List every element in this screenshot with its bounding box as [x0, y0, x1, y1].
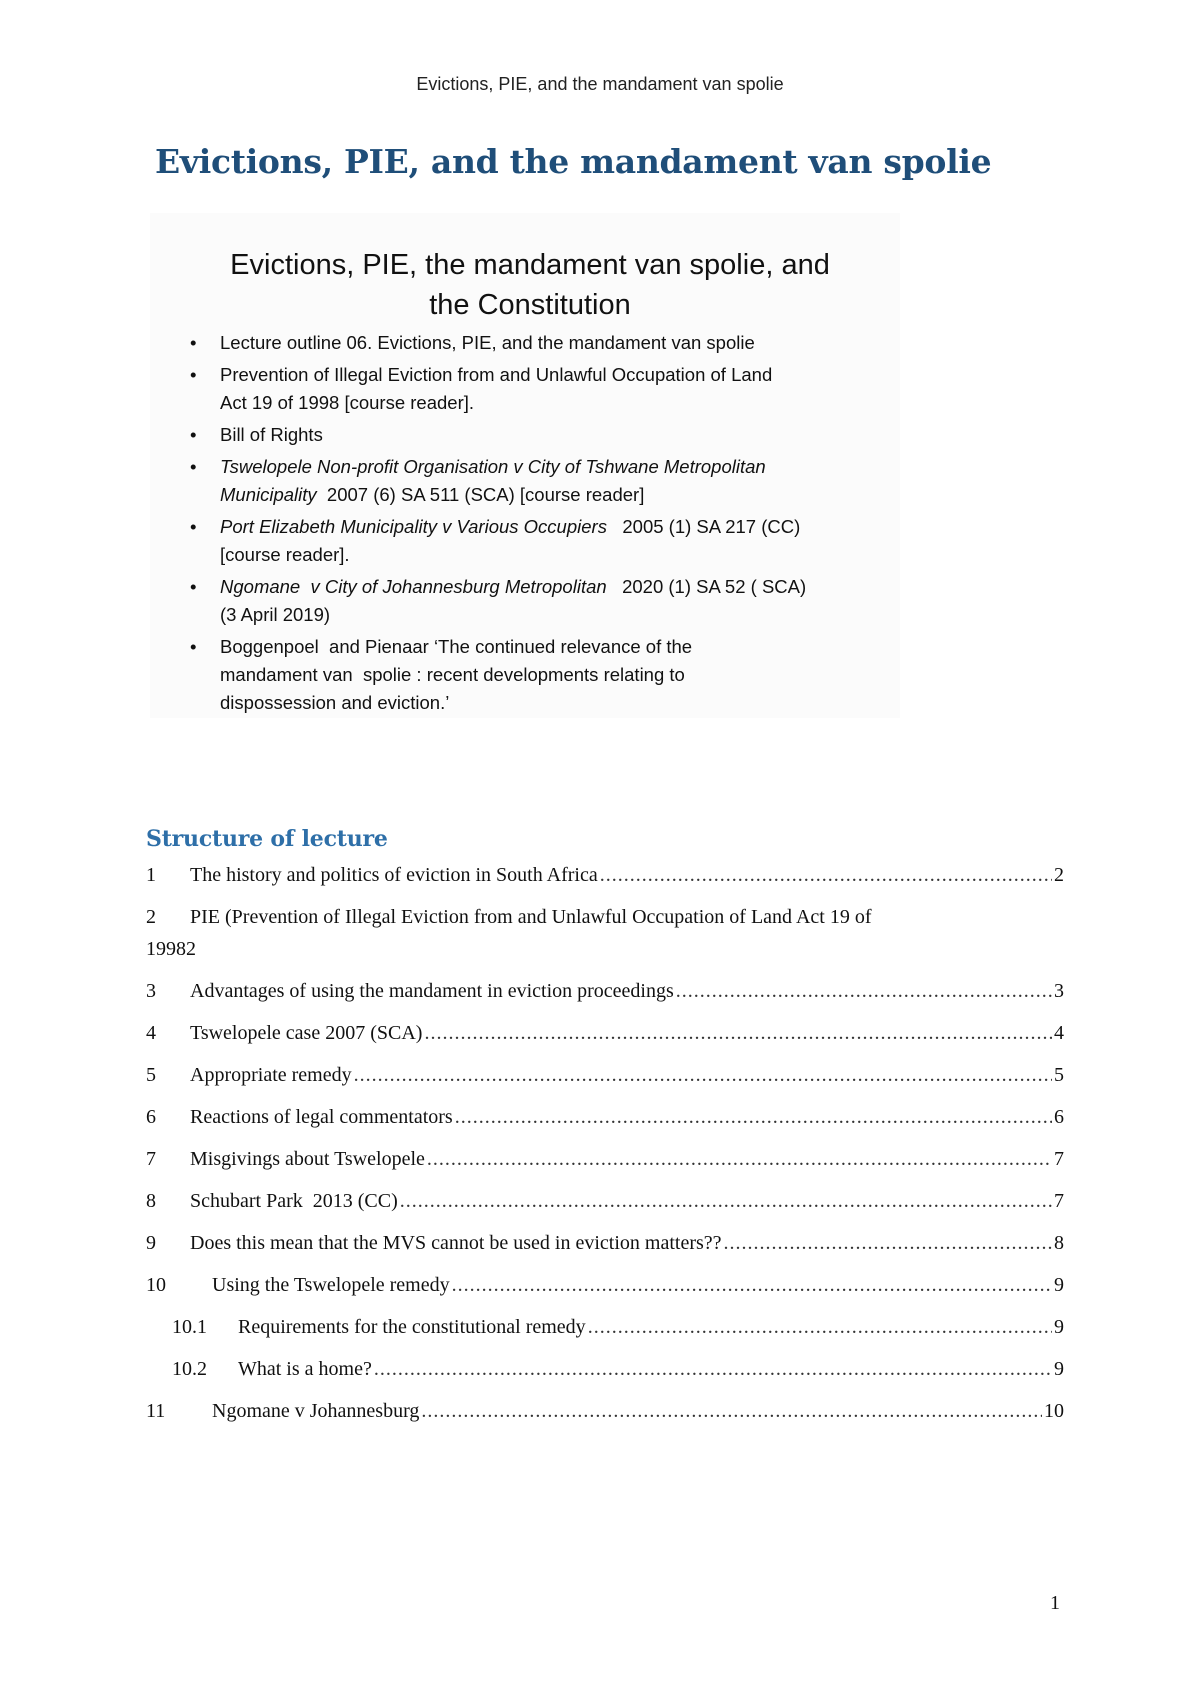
bullet-icon: •	[190, 576, 197, 597]
toc-entry[interactable]: 8 Schubart Park 2013 (CC) ..... 7	[146, 1188, 1064, 1214]
slide-bullet: • Lecture outline 06. Evictions, PIE, and the mandament van spolie	[190, 329, 860, 357]
toc-entry[interactable]: 11 Ngomane v Johannesburg ..... 10	[146, 1398, 1064, 1424]
bullet-icon: •	[190, 516, 197, 537]
bullet-icon: •	[190, 456, 197, 477]
slide-bullet: • Port Elizabeth Municipality v Various Occupiers 2005 (1) SA 217 (CC) [course reader].	[190, 513, 860, 569]
document-title: Evictions, PIE, and the mandament van spolie	[155, 142, 992, 181]
slide-bullet: • Bill of Rights	[190, 421, 860, 449]
lecture-slide-image	[150, 213, 900, 718]
toc-entry[interactable]: 10 Using the Tswelopele remedy ..... 9	[146, 1272, 1064, 1298]
toc-entry[interactable]: 10.2 What is a home? ..... 9	[172, 1356, 1064, 1382]
toc-heading: Structure of lecture	[146, 826, 388, 852]
toc-entry[interactable]: 9 Does this mean that the MVS cannot be used in eviction matters?? ..... 8	[146, 1230, 1064, 1256]
slide-bullet: • Prevention of Illegal Eviction from and Unlawful Occupation of Land Act 19 of 1998 [course reader].	[190, 361, 860, 417]
bullet-icon: •	[190, 332, 197, 353]
slide-title	[150, 213, 900, 325]
page-number: 1	[1050, 1592, 1060, 1614]
slide-bullet: • Tswelopele Non-profit Organisation v City of Tshwane Metropolitan Municipality 2007 (6) SA 511 (SCA) [course reader]	[190, 453, 860, 509]
toc-entry[interactable]: 10.1 Requirements for the constitutional remedy ..... 9	[172, 1314, 1064, 1340]
slide-title-line-2: the Constitution	[429, 289, 631, 321]
toc-entry[interactable]: 5 Appropriate remedy ..... 5	[146, 1062, 1064, 1088]
slide-bullet: • Ngomane v City of Johannesburg Metropolitan 2020 (1) SA 52 ( SCA) (3 April 2019)	[190, 573, 860, 629]
bullet-icon: •	[190, 424, 197, 445]
toc-entry[interactable]: 2 PIE (Prevention of Illegal Eviction from and Unlawful Occupation of Land Act 19 of 1998 2	[146, 906, 872, 960]
bullet-icon: •	[190, 364, 197, 385]
toc-entry[interactable]: 6 Reactions of legal commentators ..... 6	[146, 1104, 1064, 1130]
toc-entry[interactable]: 1 The history and politics of eviction in South Africa ..... 2	[146, 862, 1064, 888]
running-header: Evictions, PIE, and the mandament van spolie	[416, 74, 784, 94]
toc-entry[interactable]: 4 Tswelopele case 2007 (SCA) ..... 4	[146, 1020, 1064, 1046]
slide-bullet-list	[150, 329, 900, 717]
bullet-icon: •	[190, 636, 197, 657]
toc-entry[interactable]: 3 Advantages of using the mandament in eviction proceedings ..... 3	[146, 978, 1064, 1004]
slide-bullet: • Boggenpoel and Pienaar ‘The continued relevance of the mandament van spolie : recent developments relating to dispossession and eviction.’	[190, 633, 860, 717]
toc-entry[interactable]: 7 Misgivings about Tswelopele ..... 7	[146, 1146, 1064, 1172]
slide-title-line-1: Evictions, PIE, the mandament van spolie, and	[230, 249, 830, 281]
